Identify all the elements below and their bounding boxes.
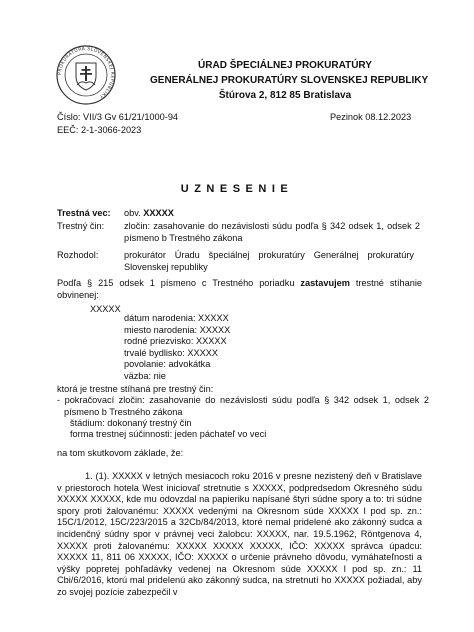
decision-text-after: trestné stíhanie obvinenej: (57, 278, 422, 300)
trestny-cin-value: zločin: zasahovanie do nezávislosti súdu podľa § 342 odsek 1, odsek 2 písmeno b Trestného zákona (124, 221, 420, 243)
trestna-vec-prefix: obv. (124, 208, 141, 218)
charge-form: forma trestnej súčinnosti: jeden páchateľ vo veci (70, 429, 267, 439)
prosecution-seal-emblem (55, 44, 117, 106)
accused-name: XXXXX (90, 304, 121, 314)
occupation: povolanie: advokátka (124, 359, 211, 370)
eec-number: EEČ: 2-1-3066-2023 (57, 125, 142, 135)
charge-stage: štádium: dokonaný trestný čin (70, 418, 192, 428)
office-name: ÚRAD ŠPECIÁLNEJ PROKURATÚRY (198, 60, 372, 71)
office-address: Štúrova 2, 812 85 Bratislava (218, 90, 352, 101)
trestna-vec-value (124, 208, 174, 220)
permanent-residence: trvalé bydlisko: XXXXX (124, 347, 218, 358)
charge-intro: ktorá je trestne stíhaná pre trestný čin: (57, 384, 214, 394)
factual-basis-intro: na tom skutkovom základe, že: (57, 448, 184, 458)
svg-text:PROKURATÚRA SLOVENSKEJ REPUBLI: PROKURATÚRA SLOVENSKEJ REPUBLIKY (57, 46, 115, 99)
decision-statement (57, 278, 422, 301)
rozhodol-value: prokurátor Úradu špeciálnej prokuratúry Generálnej prokuratúry Slovenskej republiky (124, 250, 414, 272)
case-number: Číslo: VII/3 Gv 61/21/1000-94 (57, 112, 179, 122)
office-parent-name: GENERÁLNEJ PROKURATÚRY SLOVENSKEJ REPUBLIKY (150, 75, 429, 86)
custody: väzba: nie (124, 370, 166, 381)
decision-verb: zastavujem (300, 278, 350, 288)
rozhodol-label: Rozhodol: (57, 250, 99, 260)
accused-details (124, 313, 230, 383)
document-title: UZNESENIE (180, 183, 294, 195)
fact-paragraph: 1. (1). XXXXX v letných mesiacoch roku 2016 v presne nezistený deň v Bratislave v priestoroch hotela West iniciovaľ stretnutie s XXXXX, podpredsedom Okresného súdu XXXXX XXXXX, kde mu odovzdal na papieriku napísané štyri súdne spory a to: tri súdne spory proti žalovanému: XXXXX vedenými na Okresnom súde XXXXX I pod sp. zn.: 15C/1/2012, 15C/223/2015 a 32Cb/84/2013, ktoré nemal pridelené ako zákonný sudca a incidenčný súdny spor v právnej veci žalobcu: XXXXX, nar. 19.5.1962, Röntgenova 4, XXXXX proti žalovanému: XXXXX XXXXX XXXXX, IČO: XXXXX správca úpadcu: XXXXX 11, 811 06 XXXXX, IČO: XXXXX o určenie právneho dôvodu, vymáhateľnosti a výšky popretej pohľadávky vedenej na Okresnom súde XXXXX I pod sp. zn.: 11 Cbi/6/2016, ktorú mal pridelenú ako zákonný sudca, na stretnutí ho XXXXX požiadal, aby zo svojej pozície zabezpečil v (57, 471, 422, 597)
place-date: Pezinok 08.12.2023 (330, 112, 412, 122)
trestny-cin-label: Trestný čin: (57, 221, 105, 231)
trestna-vec-label: Trestná vec: (57, 208, 111, 218)
birth-date: dátum narodenia: XXXXX (124, 313, 229, 323)
trestna-vec-name: XXXXX (143, 208, 174, 218)
birth-place: miesto narodenia: XXXXX (124, 324, 231, 335)
decision-text-before: Podľa § 215 odsek 1 písmeno c Trestného poriadku (57, 278, 301, 288)
charge-item: - pokračovací zločin: zasahovanie do nezávislosti súdu podľa § 342 odsek 1, odsek 2 písmeno b Trestného zákona (57, 395, 429, 417)
maiden-name: rodné priezvisko: XXXXX (124, 336, 227, 347)
